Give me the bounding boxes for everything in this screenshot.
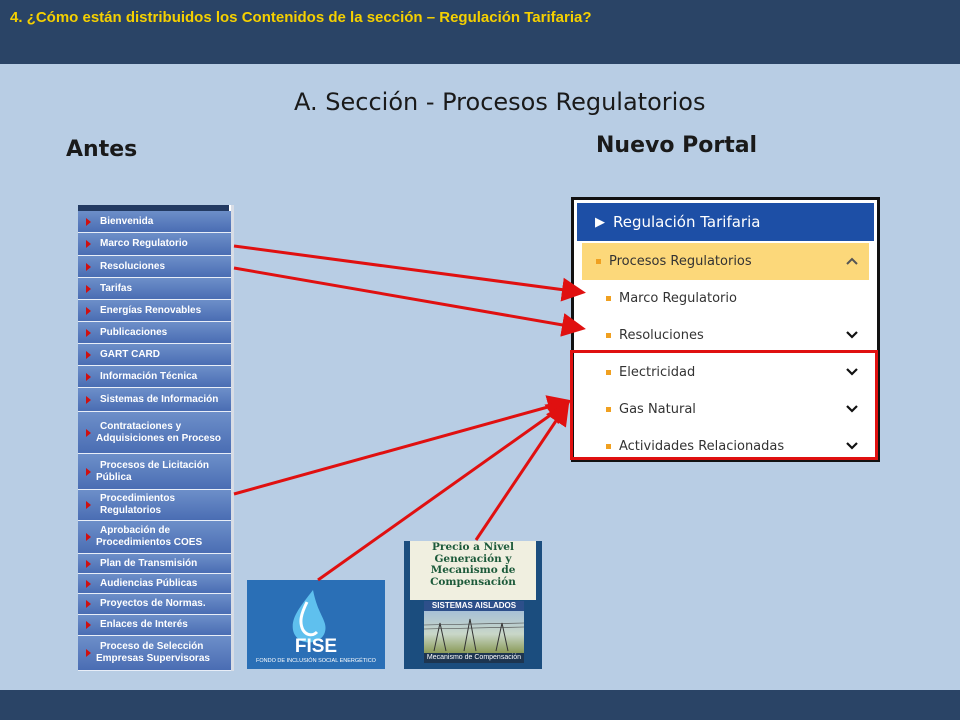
old-menu-label: Enlaces de Interés <box>100 619 188 630</box>
old-menu-label-line2: Pública <box>96 471 132 483</box>
old-menu-label-line2: Regulatorios <box>100 505 162 516</box>
old-menu-label: Publicaciones <box>100 326 168 338</box>
old-menu-label: Energías Renovables <box>100 304 202 316</box>
portal-item-label: Resoluciones <box>619 328 704 343</box>
old-menu-label: Proceso de Selección <box>100 641 204 652</box>
old-menu-label-line2: Adquisiciones en Proceso <box>96 432 222 444</box>
portal-item-label: Gas Natural <box>619 402 696 417</box>
portal-header-label: Regulación Tarifaria <box>613 213 761 231</box>
old-menu-label: GART CARD <box>100 348 160 360</box>
old-menu-label: Proyectos de Normas. <box>100 598 206 609</box>
bottom-bar <box>0 690 960 720</box>
old-menu-label: Bienvenida <box>100 215 154 227</box>
before-label: Antes <box>66 137 138 162</box>
old-menu-label: Contrataciones y <box>100 420 182 432</box>
old-menu-label: Sistemas de Información <box>100 393 219 405</box>
old-menu-label: Información Técnica <box>100 370 198 382</box>
slide-title: 4. ¿Cómo están distribuidos los Contenidos de la sección – Regulación Tarifaria? <box>10 9 592 26</box>
section-subtitle: A. Sección - Procesos Regulatorios <box>294 88 706 116</box>
portal-item-label: Actividades Relacionadas <box>619 439 785 454</box>
old-menu-label: Aprobación de <box>100 525 171 536</box>
arrow-resoluciones <box>234 268 580 328</box>
precio-caption: Mecanismo de Compensación <box>424 653 524 663</box>
arrow-fise <box>318 404 566 580</box>
old-menu-label: Marco Regulatorio <box>100 238 188 249</box>
old-menu-label-line2: Procedimientos COES <box>96 537 203 548</box>
portal-item-label: Marco Regulatorio <box>619 291 737 306</box>
fise-title: FISE <box>294 636 338 657</box>
old-menu-label: Plan de Transmisión <box>100 557 198 569</box>
arrow-marco-regulatorio <box>234 246 580 292</box>
old-menu-label: Procedimientos <box>100 493 176 504</box>
play-triangle-icon: ▶ <box>595 214 605 230</box>
old-menu-label-line2: Empresas Supervisoras <box>96 653 210 664</box>
arrow-precio-nivel <box>476 406 566 540</box>
old-menu-label: Procesos de Licitación <box>100 459 209 471</box>
portal-item-label: Electricidad <box>619 365 696 380</box>
old-menu-label: Audiencias Públicas <box>100 577 198 589</box>
fise-subtitle: FONDO DE INCLUSIÓN SOCIAL ENERGÉTICO <box>256 658 376 664</box>
new-portal-label: Nuevo Portal <box>596 133 758 158</box>
old-menu-label: Tarifas <box>100 282 133 294</box>
sistemas-aislados-band: SISTEMAS AISLADOS <box>424 601 524 611</box>
precio-title: Precio a Nivel Generación y Mecanismo de Compensación <box>430 541 516 588</box>
portal-item-label: Procesos Regulatorios <box>609 254 752 269</box>
old-menu-label: Resoluciones <box>100 260 166 272</box>
